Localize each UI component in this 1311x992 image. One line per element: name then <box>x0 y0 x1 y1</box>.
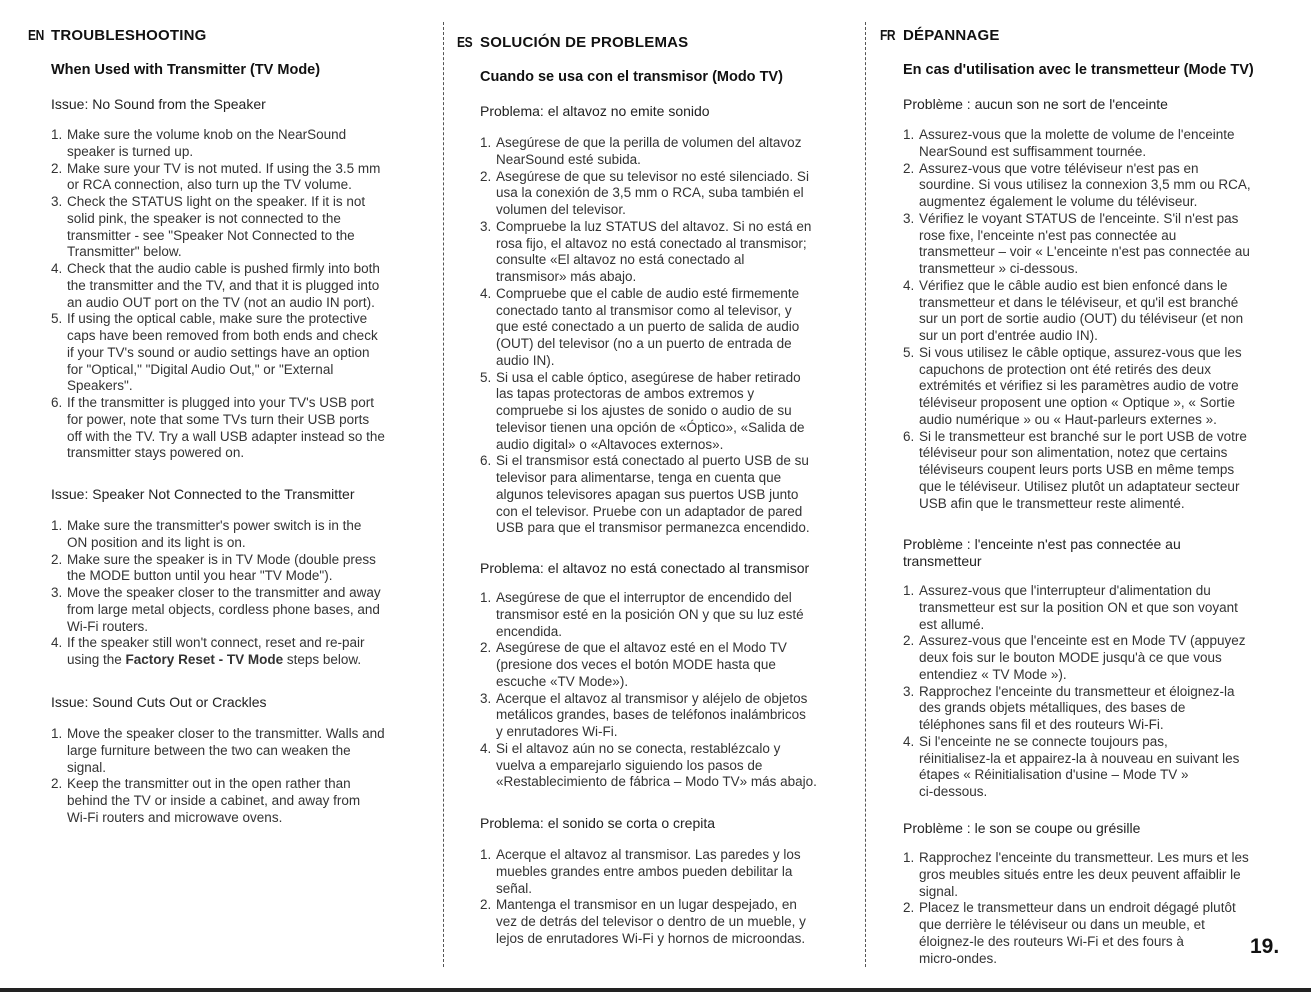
column-divider <box>443 22 444 967</box>
section-header <box>28 27 207 44</box>
column-divider <box>865 22 866 967</box>
list-item: 6. Si le transmetteur est branché sur le port USB de votre téléviseur pour son alimentation, notez que certains téléviseurs coupent leurs ports USB en même temps que le téléviseur. Utilisez plutôt un adaptateur secteur USB afin que le transmetteur reste alimenté. <box>903 428 1247 511</box>
list-item: 2. Make sure your TV is not muted. If using the 3.5 mm or RCA connection, also turn up the TV volume. <box>51 160 381 193</box>
issue-heading: Problème : aucun son ne sort de l'enceinte <box>903 96 1168 112</box>
list-item: 1. Assurez-vous que la molette de volume de l'enceinte NearSound est suffisamment tournée. <box>903 127 1235 159</box>
list-item: 1. Make sure the volume knob on the NearSound speaker is turned up. <box>51 127 347 159</box>
list-item: 1. Asegúrese de que la perilla de volumen del altavoz NearSound esté subida. <box>480 135 802 167</box>
language-code: ES <box>457 34 473 51</box>
section-title: SOLUCIÓN DE PROBLEMAS <box>480 34 689 51</box>
list-item: 6. If the transmitter is plugged into your TV's USB port for power, note that some TVs turn their USB ports off with the TV. Try a wall USB adapter instead so the transmitter stays powered on. <box>51 395 385 461</box>
list-item: 5. If using the optical cable, make sure the protective caps have been removed from both ends and check if your TV's sound or audio settings have an option for "Optical," "Digital Audio Out," or "External Speakers". <box>51 311 378 394</box>
list-item: 2. Make sure the speaker is in TV Mode (double press the MODE button until you hear "TV Mode"). <box>51 551 376 584</box>
list-item: 2. Mantenga el transmisor en un lugar despejado, en vez de detrás del televisor o dentro de un mueble, y lejos de enrutadores Wi-Fi y hornos de microondas. <box>480 897 806 946</box>
subtitle: When Used with Transmitter (TV Mode) <box>51 62 321 78</box>
issue-heading: Issue: Sound Cuts Out or Crackles <box>51 694 267 710</box>
issue-list <box>903 127 1251 512</box>
issue-heading: Problème : le son se coupe ou grésille <box>903 820 1141 836</box>
section-header <box>880 27 1000 44</box>
issue-list <box>51 518 381 669</box>
issue-heading: Problema: el altavoz no emite sonido <box>480 103 710 119</box>
issue-heading: Issue: No Sound from the Speaker <box>51 96 266 112</box>
list-item: 4. Check that the audio cable is pushed firmly into both the transmitter and the TV, and that it is plugged into an audio OUT port on the TV (not an audio IN port). <box>51 261 380 310</box>
list-item: 1. Assurez-vous que l'interrupteur d'alimentation du transmetteur est sur la position ON et que son voyant est allumé. <box>903 583 1238 632</box>
list-item: 5. Si usa el cable óptico, asegúrese de haber retirado las tapas protectoras de ambos extremos y compruebe si los ajustes de sonido o audio de su televisor tienen una opción de «Óptico», «Salida de audio digital» o «Altavoces externos». <box>480 369 805 452</box>
list-item: 2. Assurez-vous que votre téléviseur n'est pas en sourdine. Si vous utilisez la connexion 3,5 mm ou RCA, augmentez également le volume du téléviseur. <box>903 160 1251 209</box>
list-item: 2. Placez le transmetteur dans un endroit dégagé plutôt que derrière le téléviseur ou dans un meuble, et éloignez-le des routeurs Wi-Fi et des fours à micro-ondes. <box>903 900 1236 966</box>
language-code: FR <box>880 27 896 44</box>
language-code: EN <box>28 27 44 44</box>
list-item: 2. Assurez-vous que l'enceinte est en Mode TV (appuyez deux fois sur le bouton MODE jusqu'à ce que vous entendiez « TV Mode »). <box>903 633 1246 682</box>
list-item: 4. Vérifiez que le câble audio est bien enfoncé dans le transmetteur et dans le téléviseur, et qu'il est branché sur un port de sortie audio (OUT) du téléviseur (et non sur un port d'entrée audio IN). <box>903 277 1244 343</box>
list-item: 2. Asegúrese de que el altavoz esté en el Modo TV (presione dos veces el botón MODE hasta que escuche «TV Mode»). <box>480 640 787 689</box>
list-item: 3. Rapprochez l'enceinte du transmetteur et éloignez-la des grands objets métalliques, des bases de téléphones sans fil et des routeurs Wi-Fi. <box>903 683 1235 732</box>
list-item: 1. Asegúrese de que el interruptor de encendido del transmisor esté en la posición ON y que su luz esté encendida. <box>480 590 804 639</box>
issue-list <box>51 726 385 827</box>
list-item: 6. Si el transmisor está conectado al puerto USB de su televisor para alimentarse, tenga en cuenta que algunos televisores apagan sus puertos USB junto con el televisor. Pruebe con un adaptador de pared USB para que el transmisor permanezca encendido. <box>480 453 810 536</box>
list-item: 3. Compruebe la luz STATUS del altavoz. Si no está en rosa fijo, el altavoz no está conectado al transmisor; consulte «El altavoz no está conectado al transmisor» más abajo. <box>480 218 812 284</box>
list-item: 4. Si el altavoz aún no se conecta, restablézcalo y vuelva a emparejarlo siguiendo los pasos de «Restablecimiento de fábrica – Modo TV» más abajo. <box>480 740 817 790</box>
issue-list <box>903 583 1246 801</box>
subtitle: Cuando se usa con el transmisor (Modo TV) <box>480 69 783 85</box>
issue-list <box>480 847 806 948</box>
issue-heading: Problème : l'enceinte n'est pas connectée au transmetteur <box>903 536 1181 569</box>
issue-list <box>480 135 811 537</box>
list-item: 2. Asegúrese de que su televisor no esté silenciado. Si usa la conexión de 3,5 mm o RCA, suba también el volumen del televisor. <box>480 168 809 217</box>
issue-heading: Issue: Speaker Not Connected to the Transmitter <box>51 486 355 502</box>
list-item: 4. If the speaker still won't connect, reset and re-pair using the Factory Reset - TV Mode steps below. <box>51 635 365 667</box>
page-number: 19. <box>1250 935 1280 958</box>
issue-heading: Problema: el sonido se corta o crepita <box>480 815 716 831</box>
list-item: 4. Si l'enceinte ne se connecte toujours pas, réinitialisez-la et appairez-la à nouveau en suivant les étapes « Réinitialisation d'usine – Mode TV » ci-dessous. <box>903 733 1240 799</box>
list-item: 4. Compruebe que el cable de audio esté firmemente conectado tanto al transmisor como al televisor, y que esté conectado a un puerto de salida de audio (OUT) del televisor (no a un puerto de entrada de audio IN). <box>480 285 800 368</box>
list-item: 5. Si vous utilisez le câble optique, assurez-vous que les capuchons de protection ont été retirés des deux extrémités et vérifiez si les paramètres audio de votre téléviseur proposent une option « Optique », « Sortie audio numérique » ou « Haut-parleurs externes ». <box>903 344 1242 427</box>
list-item: 3. Acerque el altavoz al transmisor y aléjelo de objetos metálicos grandes, bases de teléfonos inalámbricos y enrutadores Wi-Fi. <box>480 690 808 739</box>
subtitle: En cas d'utilisation avec le transmetteur (Mode TV) <box>903 62 1254 78</box>
list-item: 1. Rapprochez l'enceinte du transmetteur. Les murs et les gros meubles situés entre les deux peuvent affaiblir le signal. <box>903 850 1249 899</box>
list-item: 3. Vérifiez le voyant STATUS de l'enceinte. S'il n'est pas rose fixe, l'enceinte n'est pas connectée au transmetteur – voir « L'enceinte n'est pas connectée au transmetteur » ci-dessous. <box>903 210 1250 276</box>
list-item: 2. Keep the transmitter out in the open rather than behind the TV or inside a cabinet, and away from Wi-Fi routers and microwave ovens. <box>51 776 361 825</box>
list-item: 1. Acerque el altavoz al transmisor. Las paredes y los muebles grandes entre ambos pueden debilitar la señal. <box>480 847 801 896</box>
list-item: 1. Make sure the transmitter's power switch is in the ON position and its light is on. <box>51 518 362 550</box>
issue-heading: Problema: el altavoz no está conectado al transmisor <box>480 560 810 576</box>
section-title: DÉPANNAGE <box>903 27 1000 44</box>
list-item: 1. Move the speaker closer to the transmitter. Walls and large furniture between the two can weaken the signal. <box>51 726 385 775</box>
issue-list <box>51 127 385 462</box>
section-title: TROUBLESHOOTING <box>51 27 207 44</box>
list-item: 3. Move the speaker closer to the transmitter and away from large metal objects, cordless phone bases, and Wi-Fi routers. <box>51 585 381 634</box>
factory-reset-label: Factory Reset - TV Mode <box>125 652 284 667</box>
issue-list <box>903 850 1249 967</box>
bottom-rule <box>0 988 1311 992</box>
section-header <box>457 34 688 51</box>
issue-list <box>480 590 817 791</box>
list-item: 3. Check the STATUS light on the speaker. If it is not solid pink, the speaker is not connected to the transmitter - see "Speaker Not Connected to the Transmitter" below. <box>51 194 366 260</box>
